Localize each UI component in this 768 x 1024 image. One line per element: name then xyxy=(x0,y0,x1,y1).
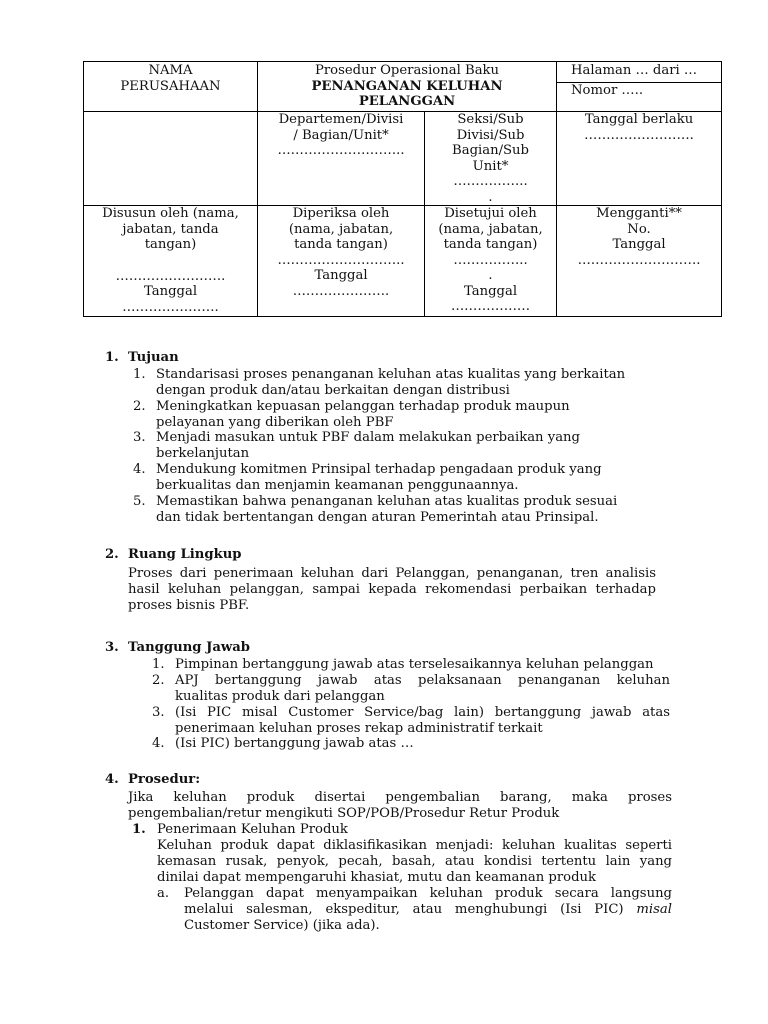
page-of-cell: Halaman … dari … xyxy=(557,62,722,83)
list-item: 4. Mendukung komitmen Prinsipal terhadap pengadaan produk yang berkualitas dan menjamin keamanan penggunaannya. xyxy=(133,462,602,493)
empty-cell xyxy=(84,112,258,206)
document-number-cell: Nomor ….. xyxy=(557,83,722,112)
replaces-cell: Mengganti** No. Tanggal ………………………. xyxy=(557,206,722,317)
effective-date-cell: Tanggal berlaku ……………………. xyxy=(557,112,722,206)
prepared-by-cell: Disusun oleh (nama, jabatan, tanda tangan) ……………………. Tanggal …………………. xyxy=(84,206,258,317)
section-tujuan-heading: 1. Tujuan xyxy=(105,350,179,365)
company-name-cell: NAMA PERUSAHAAN xyxy=(84,62,258,112)
list-item: 4. (Isi PIC) bertanggung jawab atas … xyxy=(152,736,414,751)
section-tanggung-jawab-heading: 3. Tanggung Jawab xyxy=(105,640,251,655)
sop-title: Prosedur Operasional Baku xyxy=(314,63,500,78)
subsection-text: Keluhan produk dapat diklasifikasikan menjadi: keluhan kualitas seperti kemasan rusak, penyok, pecah, basah, atau kondisi tertentu lain yang dinilai dapat mempengaruhi khasiat, mutu dan keamanan produk xyxy=(157,838,672,885)
department-cell: Departemen/Divisi / Bagian/Unit* ……………………….. xyxy=(258,112,425,206)
sop-title-cell: Prosedur Operasional Baku PENANGANAN KELUHAN PELANGGAN xyxy=(258,62,557,112)
list-item: 2. Meningkatkan kepuasan pelanggan terhadap produk maupun pelayanan yang diberikan oleh PBF xyxy=(133,399,570,430)
sop-subject: PENANGANAN KELUHAN xyxy=(311,78,503,94)
list-item: 5. Memastikan bahwa penanganan keluhan atas kualitas produk sesuai dan tidak bertentangan dengan aturan Pemerintah atau Prinsipal. xyxy=(133,494,618,525)
list-item: a. Pelanggan dapat menyampaikan keluhan produk secara langsung melalui salesman, ekspeditur, atau menghubungi (Isi PIC) misal Customer Service) (jika ada). xyxy=(157,886,672,933)
section-cell: Seksi/Sub Divisi/Sub Bagian/Sub Unit* …………….. . xyxy=(425,112,557,206)
sop-header-table xyxy=(83,61,722,317)
list-item: 1. Standarisasi proses penanganan keluhan atas kualitas yang berkaitan dengan produk dan/atau berkaitan dengan distribusi xyxy=(133,367,626,398)
checked-by-cell: Diperiksa oleh (nama, jabatan, tanda tangan) ……………………….. Tanggal …………………. xyxy=(258,206,425,317)
section-prosedur-heading: 4. Prosedur: xyxy=(105,772,201,787)
list-item: 3. (Isi PIC misal Customer Service/bag lain) bertanggung jawab atas penerimaan keluhan proses rekap administratif terkait xyxy=(152,705,670,736)
subsection-heading: 1. Penerimaan Keluhan Produk xyxy=(132,822,348,837)
section-ruang-lingkup-heading: 2. Ruang Lingkup xyxy=(105,547,242,562)
list-item: 3. Menjadi masukan untuk PBF dalam melakukan perbaikan yang berkelanjutan xyxy=(133,430,580,461)
prosedur-intro: Jika keluhan produk disertai pengembalian barang, maka proses pengembalian/retur mengikuti SOP/POB/Prosedur Retur Produk xyxy=(128,790,672,821)
approved-by-cell: Disetujui oleh (nama, jabatan, tanda tangan) …………….. . Tanggal ……………… xyxy=(425,206,557,317)
list-item: 1. Pimpinan bertanggung jawab atas terselesaikannya keluhan pelanggan xyxy=(152,657,654,672)
ruang-lingkup-paragraph: Proses dari penerimaan keluhan dari Pelanggan, penanganan, tren analisis hasil keluhan pelanggan, sampai kepada rekomendasi perbaikan terhadap proses bisnis PBF. xyxy=(128,566,656,613)
list-item: 2. APJ bertanggung jawab atas pelaksanaan penanganan keluhan kualitas produk dari pelanggan xyxy=(152,673,670,704)
